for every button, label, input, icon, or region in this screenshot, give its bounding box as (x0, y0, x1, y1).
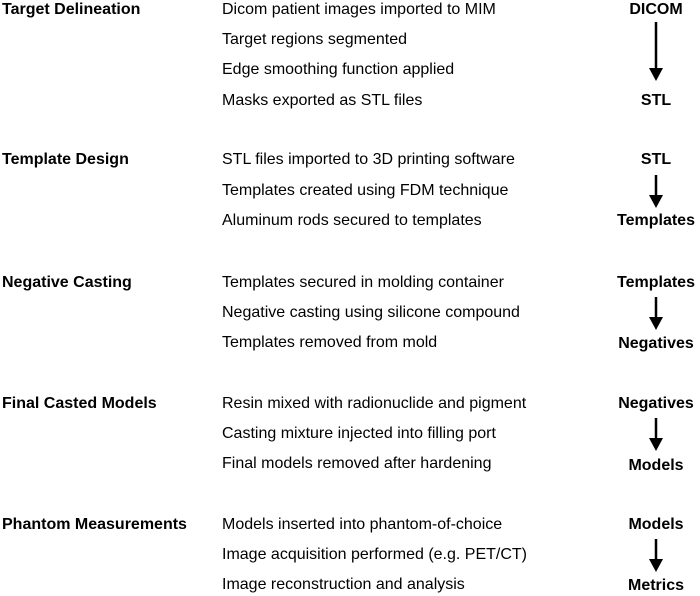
down-arrow-icon (647, 175, 665, 209)
step-item: Casting mixture injected into filling port (222, 425, 496, 442)
flow-to-label: Models (628, 457, 684, 474)
step-item: Templates created using FDM technique (222, 182, 509, 199)
flow-to-label: Negatives (618, 335, 694, 352)
step-item: Dicom patient images imported to MIM (222, 1, 496, 18)
step-item: Edge smoothing function applied (222, 61, 455, 78)
down-arrow-icon (647, 22, 665, 82)
flow-from-label: STL (640, 151, 672, 168)
step-item: STL files imported to 3D printing software (222, 151, 515, 168)
flow-from-label: Templates (617, 274, 695, 291)
flow-to-label: Templates (617, 212, 695, 229)
stage-title-negative-casting: Negative Casting (2, 274, 132, 291)
step-item: Target regions segmented (222, 31, 407, 48)
step-item: Models inserted into phantom-of-choice (222, 516, 503, 533)
stage-title-target-delineation: Target Delineation (2, 1, 141, 18)
down-arrow-icon (647, 297, 665, 331)
step-item: Templates secured in molding container (222, 274, 504, 291)
flow-from-label: Negatives (618, 395, 694, 412)
flow-to-label: STL (640, 92, 672, 109)
down-arrow-icon (647, 539, 665, 573)
step-item: Image reconstruction and analysis (222, 576, 465, 593)
step-item: Masks exported as STL files (222, 92, 423, 109)
flow-to-label: Metrics (627, 577, 685, 594)
step-item: Negative casting using silicone compound (222, 304, 520, 321)
stage-title-phantom-measurements: Phantom Measurements (2, 516, 187, 533)
step-item: Templates removed from mold (222, 334, 438, 351)
stage-title-final-casted-models: Final Casted Models (2, 395, 157, 412)
stage-title-template-design: Template Design (2, 151, 129, 168)
down-arrow-icon (647, 418, 665, 452)
flow-from-label: DICOM (629, 1, 683, 18)
step-item: Final models removed after hardening (222, 455, 492, 472)
step-item: Resin mixed with radionuclide and pigment (222, 395, 527, 412)
flow-from-label: Models (628, 516, 684, 533)
step-item: Aluminum rods secured to templates (222, 212, 482, 229)
step-item: Image acquisition performed (e.g. PET/CT) (222, 546, 528, 563)
